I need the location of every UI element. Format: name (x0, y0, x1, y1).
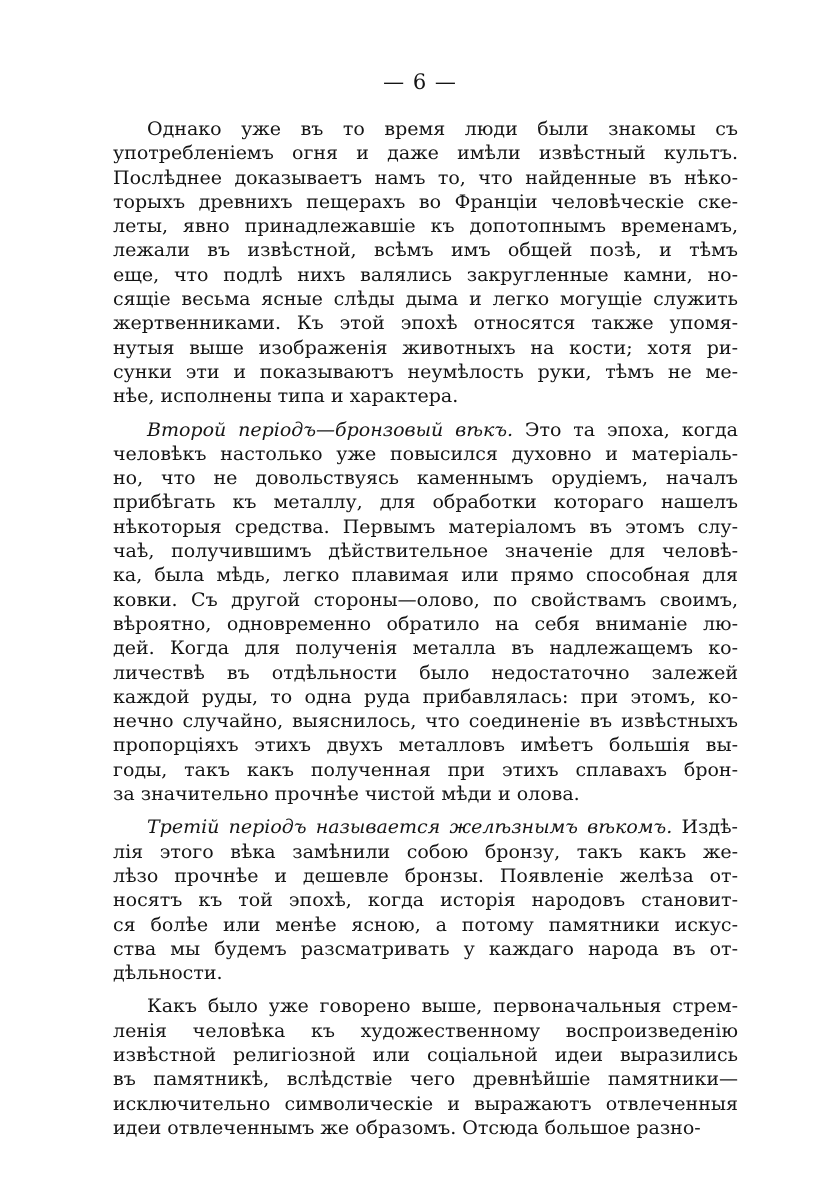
line-text: Это та эпоха, когда (513, 418, 738, 441)
italic-heading: Второй періодъ—бронзовый вѣкъ. (147, 418, 514, 441)
line-text: леты, явно принадлежавшіе къ допотопнымъ временамъ, (113, 215, 738, 238)
line-text: дѣльности. (113, 962, 223, 985)
text-line (113, 442, 738, 466)
line-text: идеи отвлеченнымъ же образомъ. Отсюда большое разно- (113, 1116, 701, 1139)
line-text: Какъ было уже говорено выше, первоначальныя стрем- (147, 995, 738, 1018)
text-line (113, 733, 738, 757)
text-line (113, 166, 738, 190)
text-line (113, 815, 738, 839)
text-line (113, 1092, 738, 1116)
line-text: но, что не довольствуясь каменнымъ орудіемъ, началъ (113, 467, 738, 490)
line-text: ковки. Съ другой стороны—олово, по свойствамъ своимъ, (113, 588, 738, 611)
text-line (113, 563, 738, 587)
text-line (113, 661, 738, 685)
line-text: лежали въ извѣстной, всѣмъ имъ общей позѣ, и тѣмъ (113, 239, 738, 262)
line-text: въ памятникѣ, вслѣдствіе чего древнѣйшіе памятники— (113, 1068, 738, 1091)
line-text: ся болѣе или менѣе ясною, а потому памятники искус- (113, 913, 738, 936)
text-line (113, 490, 738, 514)
line-text: вѣроятно, одновременно обратило на себя вниманіе лю- (113, 612, 738, 635)
line-text: личествѣ въ отдѣльности было недостаточно залежей (113, 661, 738, 684)
paragraph (113, 994, 738, 1140)
text-line (113, 864, 738, 888)
paragraph-gap (113, 985, 738, 994)
line-text: годы, такъ какъ полученная при этихъ сплавахъ брон- (113, 758, 738, 781)
text-line (113, 636, 738, 660)
text-line (113, 994, 738, 1018)
text-line (113, 190, 738, 214)
line-text: Однако уже въ то время люди были знакомы съ (147, 118, 738, 140)
text-line (113, 214, 738, 238)
paragraph-gap (113, 806, 738, 815)
text-line (113, 336, 738, 360)
paragraph (113, 418, 738, 807)
line-text: прибѣгать къ металлу, для обработки котораго нашелъ (113, 491, 738, 514)
text-line (113, 1067, 738, 1091)
line-text: пропорціяхъ этихъ двухъ металловъ имѣетъ большія вы- (113, 734, 738, 757)
text-line (113, 888, 738, 912)
text-line (113, 612, 738, 636)
line-text: нѣкоторыя средства. Первымъ матеріаломъ въ этомъ слу- (113, 515, 738, 538)
text-line (113, 588, 738, 612)
line-text: сунки эти и показываютъ неумѣлость руки, тѣмъ не ме- (113, 360, 738, 383)
line-text: ства мы будемъ разсматривать у каждаго народа въ от- (113, 937, 738, 960)
line-text: человѣкъ настолько уже повысился духовно и матеріаль- (113, 442, 738, 465)
paragraph (113, 117, 738, 409)
text-line (113, 287, 738, 311)
line-text: нутыя выше изображенія животныхъ на кости; хотя ри- (113, 336, 738, 359)
text-line (113, 782, 738, 806)
line-text: еще, что подлѣ нихъ валялись закругленные камни, но- (113, 263, 738, 286)
text-line (113, 961, 738, 985)
line-text: Издѣ- (672, 816, 738, 839)
text-line (113, 709, 738, 733)
italic-heading: Третій періодъ называется желѣзнымъ вѣкомъ. (147, 816, 673, 839)
text-line (113, 515, 738, 539)
paragraph (113, 815, 738, 985)
line-text: сящіе весьма ясные слѣды дыма и легко могущіе служить (113, 288, 738, 311)
text-line (113, 1043, 738, 1067)
text-line (113, 1019, 738, 1043)
text-line (113, 141, 738, 165)
line-text: исключительно символическіе и выражаютъ отвлеченныя (113, 1092, 738, 1115)
text-line (113, 840, 738, 864)
line-text: лія этого вѣка замѣнили собою бронзу, такъ какъ же- (113, 840, 738, 863)
text-line (113, 360, 738, 384)
line-text: за значительно прочнѣе чистой мѣди и олова. (113, 783, 580, 806)
line-text: носятъ къ той эпохѣ, когда исторія народовъ становит- (113, 889, 738, 912)
text-line (113, 384, 738, 408)
line-text: извѣстной религіозной или соціальной идеи выразились (113, 1043, 738, 1066)
body-text (113, 117, 738, 1140)
text-line (113, 937, 738, 961)
line-text: нѣе, исполнены типа и характера. (113, 385, 459, 408)
line-text: чаѣ, получившимъ дѣйствительное значеніе для человѣ- (113, 540, 738, 563)
line-text: торыхъ древнихъ пещерахъ во Франціи человѣческіе ске- (113, 190, 738, 213)
page-number: — 6 — (383, 70, 457, 94)
text-line (113, 418, 738, 442)
text-line (113, 263, 738, 287)
line-text: употребленіемъ огня и даже имѣли извѣстный культъ. (113, 142, 738, 165)
text-line (113, 311, 738, 335)
text-line (113, 1116, 738, 1140)
paragraph-gap (113, 409, 738, 418)
line-text: жертвенниками. Къ этой эпохѣ относятся также упомя- (113, 312, 738, 335)
line-text: ка, была мѣдь, легко плавимая или прямо способная для (113, 564, 738, 587)
text-line (113, 117, 738, 141)
line-text: Послѣднее доказываетъ намъ то, что найденные въ нѣко- (113, 166, 738, 189)
line-text: дей. Когда для полученія металла въ надлежащемъ ко- (113, 637, 738, 660)
text-line (113, 466, 738, 490)
line-text: лѣзо прочнѣе и дешевле бронзы. Появленіе желѣза от- (113, 864, 738, 887)
text-line (113, 758, 738, 782)
text-line (113, 238, 738, 262)
line-text: ленія человѣка къ художественному воспроизведенію (113, 1019, 738, 1042)
line-text: каждой руды, то одна руда прибавлялась: при этомъ, ко- (113, 685, 738, 708)
text-line (113, 913, 738, 937)
text-line (113, 539, 738, 563)
text-line (113, 685, 738, 709)
line-text: нечно случайно, выяснилось, что соединеніе въ извѣстныхъ (113, 710, 738, 733)
